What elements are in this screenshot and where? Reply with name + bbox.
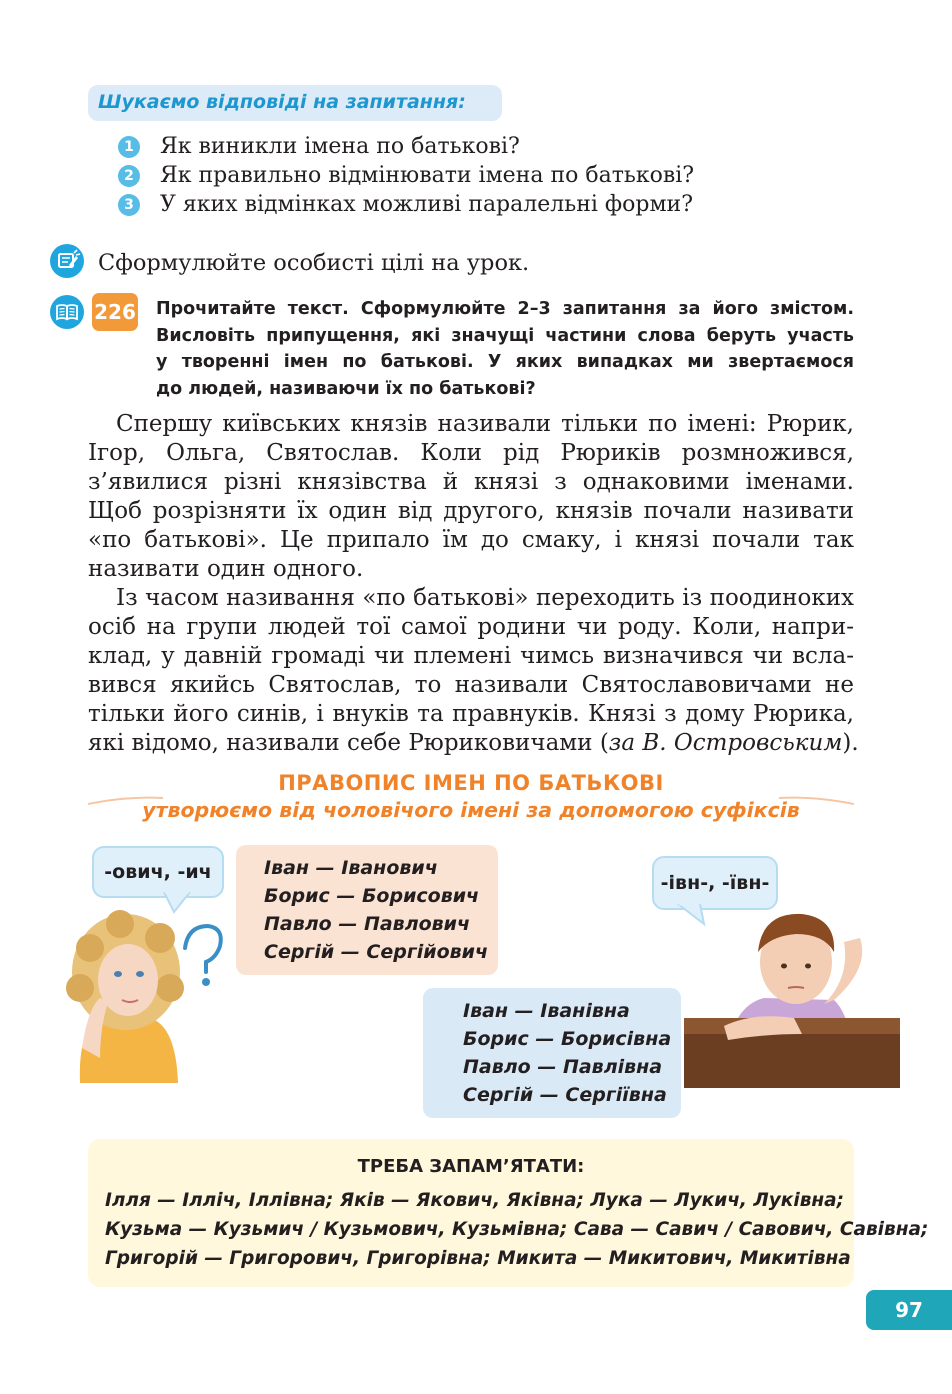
example-line: Павло — Павлівна xyxy=(463,1056,663,1078)
text-line-last xyxy=(88,729,859,758)
task-line: у творенні імен по батькові. У яких випадках ми звертаємося xyxy=(156,352,854,372)
source-author: за В. Островським xyxy=(608,730,843,756)
question-text: У яких відмінках можливі паралельні форми? xyxy=(160,192,694,217)
text-line: вився якийсь Святослав, то називали Святославовичами не xyxy=(88,672,854,698)
text-line: Із часом називання «по батькові» переходить із поодиноких xyxy=(116,585,854,611)
rule-heading xyxy=(88,770,854,824)
suffix-bubble-female: -івн-, -ївн- xyxy=(652,856,778,910)
goal-text: Сформулюйте особисті цілі на урок. xyxy=(98,250,530,276)
question-number-badge: 2 xyxy=(118,165,140,187)
text-line: називати один одного. xyxy=(88,556,364,582)
question-number-badge: 3 xyxy=(118,194,140,216)
suffix-bubble-male: -ович, -ич xyxy=(92,846,224,898)
question-text: Як правильно відмінювати імена по батькові? xyxy=(160,163,695,188)
example-line: Павло — Павлович xyxy=(264,913,471,935)
example-line: Сергій — Сергійович xyxy=(264,941,489,963)
task-instructions xyxy=(156,296,854,402)
text-line: клад, у давній громаді чи племені чимсь визначився чи всла- xyxy=(88,643,854,669)
remember-line: Ілля — Ілліч, Іллівна; Яків — Якович, Яківна; Лука — Лукич, Луківна; xyxy=(105,1190,845,1211)
text-line: осіб на групи людей тої самої родини чи роду. Коли, напри- xyxy=(88,614,854,640)
reading-text xyxy=(88,410,859,758)
task-line: до людей, називаючи їх по батькові? xyxy=(156,378,536,399)
task-number-badge: 226 xyxy=(92,293,138,331)
example-line: Іван — Іванович xyxy=(264,857,438,879)
question-number-badge: 1 xyxy=(118,136,140,158)
text-line: Спершу київських князів називали тільки по імені: Рюрик, xyxy=(116,411,854,437)
example-line: Сергій — Сергіївна xyxy=(463,1084,667,1106)
text-line: з’явилися різні князівства й князі з однаковими іменами. xyxy=(88,469,854,495)
text-line: Ігор, Ольга, Святослав. Коли рід Рюриків розмножився, xyxy=(88,440,854,466)
rule-subtitle: утворюємо від чоловічого імені за допомогою суфіксів xyxy=(142,798,800,822)
remember-box xyxy=(88,1139,929,1287)
text-line: які відомо, називали себе Рюриковичами ( xyxy=(88,730,609,756)
example-line: Іван — Іванівна xyxy=(463,1000,630,1022)
text-line: «по батькові». Це припало їм до смаку, і князі почали так xyxy=(88,527,854,553)
rule-title: ПРАВОПИС ІМЕН ПО БАТЬКОВІ xyxy=(278,771,664,795)
remember-title: ТРЕБА ЗАПАМ’ЯТАТИ: xyxy=(357,1156,585,1177)
text-line: Щоб розрізняти їх один від другого, князів почали називати xyxy=(88,498,854,524)
male-patronymic-examples xyxy=(236,845,498,975)
example-line: Борис — Борисівна xyxy=(463,1028,672,1050)
search-questions-title: Шукаємо відповіді на запитання: xyxy=(98,91,466,113)
target-goals-icon xyxy=(50,244,84,278)
search-questions-banner xyxy=(88,85,502,121)
example-line: Борис — Борисович xyxy=(264,885,480,907)
remember-line: Кузьма — Кузьмич / Кузьмович, Кузьмівна; Сава — Савич / Савович, Савівна; xyxy=(105,1219,929,1240)
question-text: Як виникли імена по батькові? xyxy=(160,134,520,159)
female-patronymic-examples xyxy=(423,988,681,1118)
page-number: 97 xyxy=(866,1290,952,1330)
text-line: тільки його синів, і внуків та правнуків. Князі з дому Рюрика, xyxy=(88,701,854,727)
open-book-icon xyxy=(50,295,84,329)
thinking-boy-illustration xyxy=(684,908,900,1088)
remember-list xyxy=(105,1186,929,1273)
thinking-girl-illustration xyxy=(60,908,240,1083)
task-line: Висловіть припущення, які значущі частини слова беруть участь xyxy=(156,325,854,346)
remember-line: Григорій — Григорович, Григорівна; Микита — Микитович, Микитівна xyxy=(105,1248,851,1269)
source-end: ). xyxy=(842,730,859,756)
task-line: Прочитайте текст. Сформулюйте 2–3 запитання за його змістом. xyxy=(156,299,854,319)
